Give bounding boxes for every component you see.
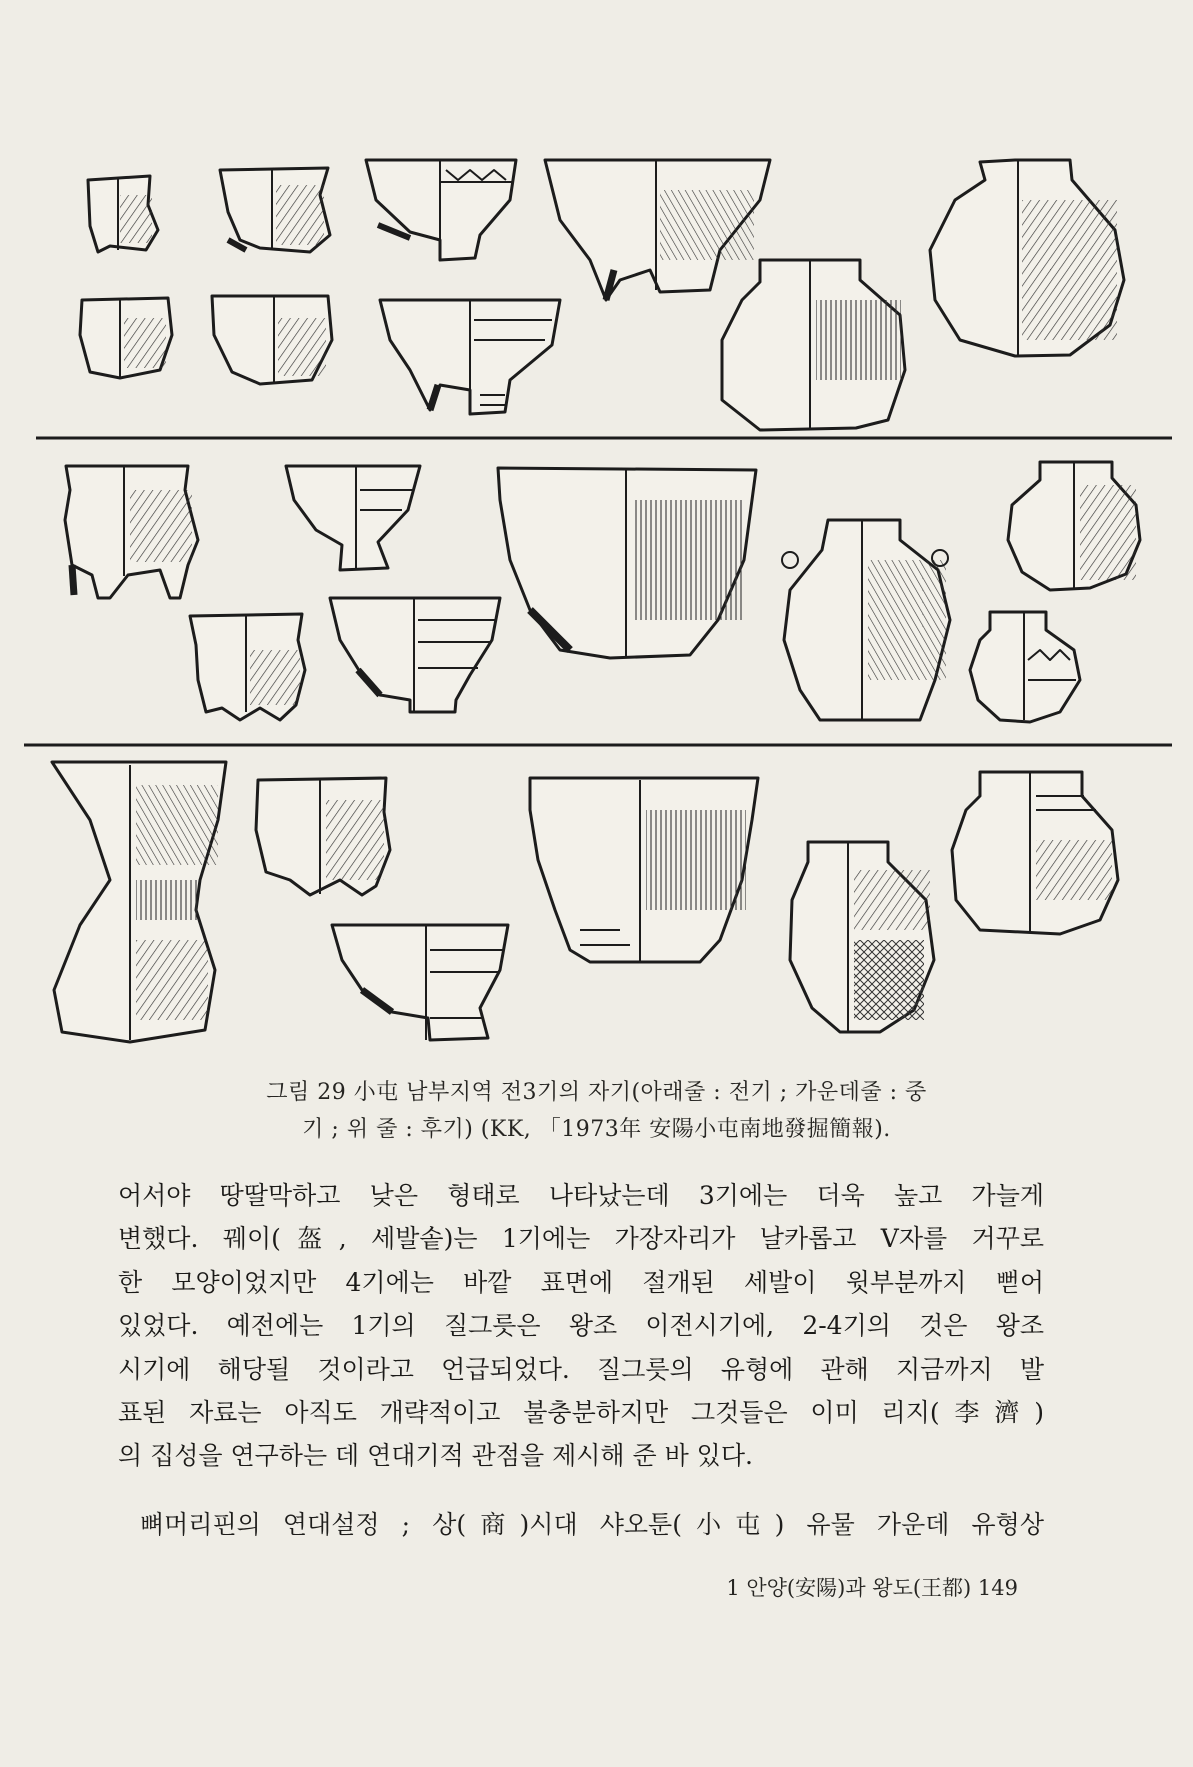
vessel-1 [88, 176, 158, 252]
vessel-22 [790, 842, 934, 1032]
vessel-5 [930, 160, 1124, 356]
body-line: 시기에 해당될 것이라고 언급되었다. 질그릇의 유형에 관해 지금까지 발 [118, 1354, 1044, 1384]
vessel-13 [1008, 462, 1140, 590]
body-paragraph [118, 1174, 1044, 1478]
vessel-9 [722, 260, 905, 430]
vessel-3 [366, 160, 516, 260]
vessel-2 [220, 168, 330, 252]
figure-caption-line-1: 그림 29 小屯 남부지역 전3기의 자기(아래줄 : 전기 ; 가운데줄 : 중 [266, 1080, 927, 1105]
vessel-19 [256, 778, 390, 895]
vessel-12 [498, 468, 756, 658]
vessel-17 [970, 612, 1080, 722]
vessel-8 [380, 300, 560, 414]
vessel-14 [782, 520, 950, 720]
vessel-15 [190, 614, 305, 720]
vessel-10 [65, 466, 198, 598]
body-line: 의 집성을 연구하는 데 연대기적 관점을 제시해 준 바 있다. [118, 1441, 753, 1471]
body-line: 한 모양이었지만 4기에는 바깥 표면에 절개된 세발이 윗부분까지 뻗어 [118, 1267, 1044, 1297]
body-line: 있었다. 예전에는 1기의 질그릇은 왕조 이전시기에, 2-4기의 것은 왕조 [118, 1311, 1044, 1341]
vessel-11 [286, 466, 420, 570]
page-footer: 1 안양(安陽)과 왕도(王都) 149 [726, 1576, 1018, 1600]
figure-caption-line-2: 기 ; 위 줄 : 후기) (KK, 「1973年 安陽小屯南地發掘簡報). [302, 1117, 891, 1142]
body-line: 표된 자료는 아직도 개략적이고 불충분하지만 그것들은 이미 리지(李濟) [118, 1397, 1044, 1427]
vessel-16 [330, 598, 500, 712]
vessel-21 [952, 772, 1118, 934]
vessel-4 [545, 160, 770, 300]
vessel-7 [212, 296, 332, 384]
vessel-20 [530, 778, 758, 962]
vessel-23 [332, 925, 508, 1040]
vessel-18 [52, 762, 226, 1042]
body-line: 어서야 땅딸막하고 낮은 형태로 나타났는데 3기에는 더욱 높고 가늘게 [118, 1181, 1044, 1210]
vessel-6 [80, 298, 172, 378]
body-paragraph-2: 뼈머리핀의 연대설정 ; 상(商)시대 샤오툰(小屯) 유물 가운데 유형상 [140, 1510, 1044, 1539]
body-line: 변했다. 꿰이(盔, 세발솥)는 1기에는 가장자리가 날카롭고 V자를 거꾸로 [118, 1224, 1044, 1254]
